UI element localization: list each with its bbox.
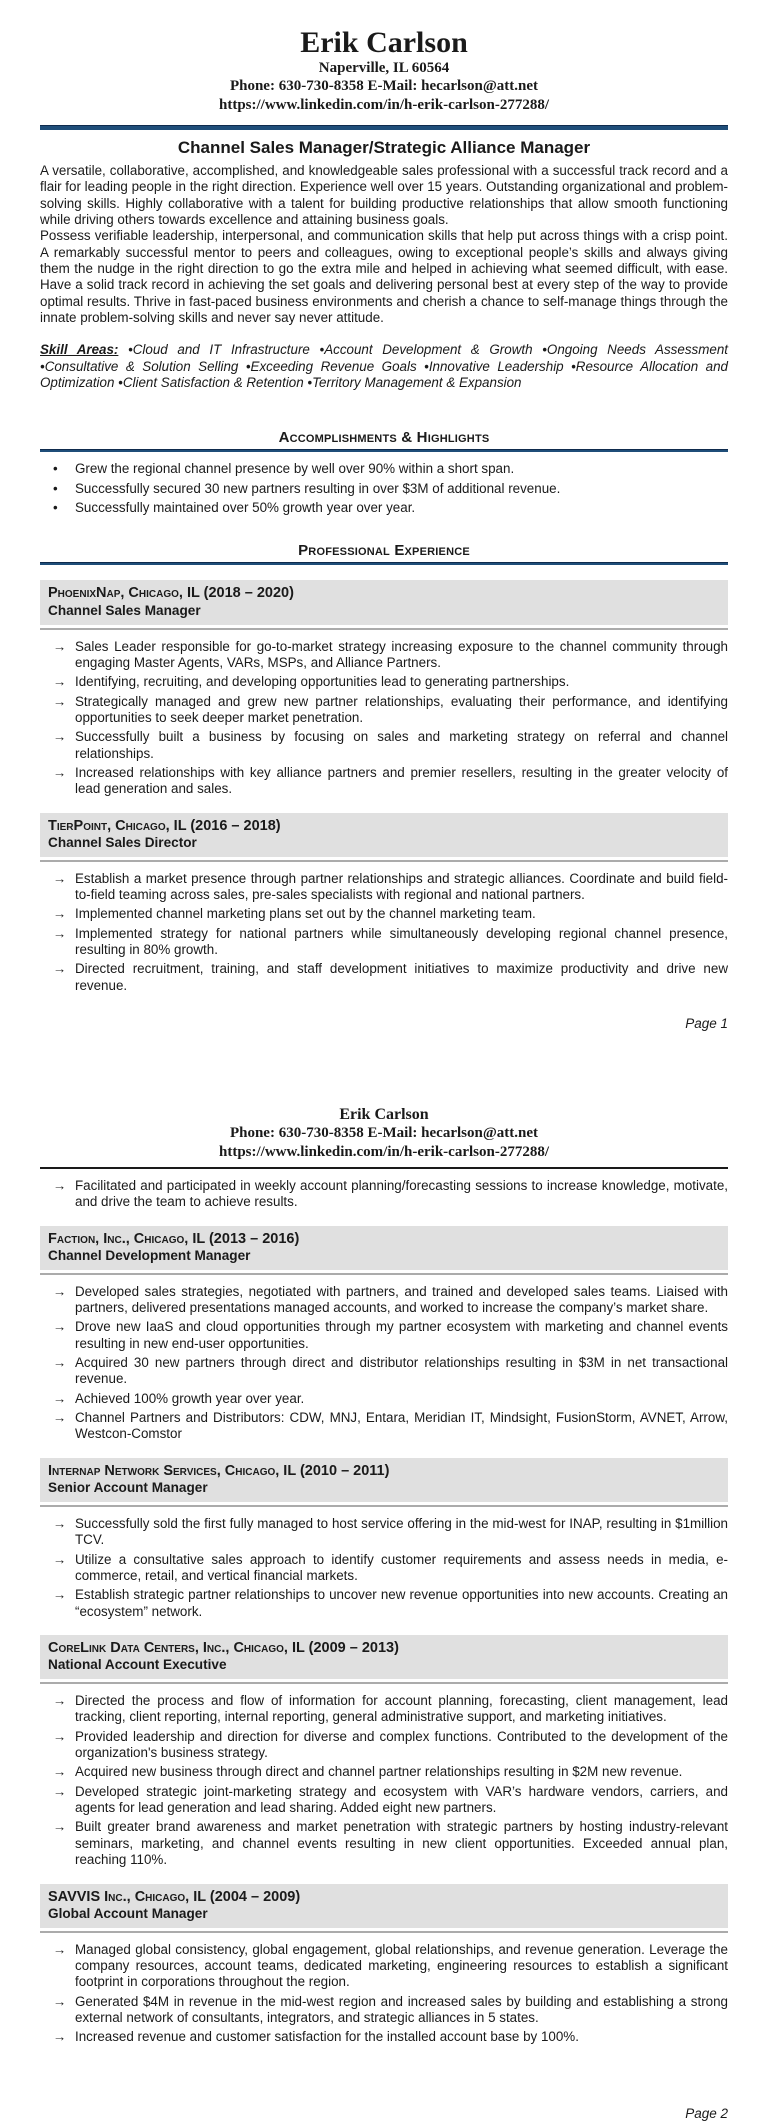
list-item (40, 1942, 728, 1991)
job-header (40, 813, 728, 857)
bullet-text: Establish strategic partner relationships to uncover new revenue opportunities into new accounts. Creating an “ecosystem” network. (75, 1587, 728, 1619)
arrow-bullet-marker: → (53, 1783, 67, 1799)
arrow-bullet-marker: → (53, 638, 67, 654)
summary-paragraph: A versatile, collaborative, accomplished, and knowledgeable sales professional with a successful track record and a flair for leading people in the right direction. Experience well over 15 years. Outstanding organizational and problem-solving skills. Highly collaborative with a talent for building productive relationships that allow smooth functioning while driving others towards excellence and attaining business goals. (40, 162, 728, 227)
job-header-rule (40, 1273, 728, 1275)
bullet-text: Utilize a consultative sales approach to identify customer requirements and assess needs in media, e-commerce, retail, and vertical financial markets. (75, 1551, 728, 1583)
list-item (40, 1552, 728, 1585)
arrow-bullet-marker: → (53, 1177, 67, 1193)
bullet-text: Implemented strategy for national partners while simultaneously developing regional channel presence, resulting in 80% growth. (75, 925, 728, 958)
job-header (40, 580, 728, 624)
bullet-text: Managed global consistency, global engagement, global relationships, and revenue generation. Leverage the company resources, account teams, dedicated marketing, engineering resources to establish a significant footprint in corporations throughout the region. (75, 1941, 728, 1990)
bullet-text: Strategically managed and grew new partner relationships, evaluating their performance, and identifying opportunities to seek deeper market penetration. (75, 693, 728, 725)
list-item (40, 1587, 728, 1620)
list-item (40, 674, 728, 690)
list-item (40, 500, 728, 516)
dot-bullet-marker: • (53, 480, 58, 496)
bullet-text: Directed the process and flow of information for account planning, forecasting, client management, lead tracking, client reporting, internal reporting, general administrative support, and marketing initiatives. (75, 1693, 728, 1725)
skill-areas-list: •Cloud and IT Infrastructure •Account Development & Growth •Ongoing Needs Assessment •Consultative & Solution Selling •Exceeding Revenue Goals •Innovative Leadership •Resource Allocation and Optimization •Client Satisfaction & Retention •Territory Management & Expansion (40, 342, 728, 391)
bullet-text: Increased relationships with key alliance partners and premier resellers, resulting in the greater velocity of lead generation and sales. (75, 764, 728, 797)
bullet-text: Grew the regional channel presence by well over 90% within a short span. (75, 461, 515, 477)
job-entry-faction (40, 1226, 728, 1443)
candidate-contact: Phone: 630-730-8358 E-Mail: hecarlson@att.net (229, 78, 539, 95)
list-item (40, 729, 728, 762)
bullet-text: Achieved 100% growth year over year. (75, 1390, 305, 1406)
job-entry-corelink (40, 1635, 728, 1869)
list-item (40, 1994, 728, 2027)
job-title: Channel Sales Director (48, 834, 197, 850)
list-item (40, 1284, 728, 1317)
bullet-text: Identifying, recruiting, and developing opportunities lead to generating partnerships. (75, 674, 570, 690)
job-title: National Account Executive (48, 1657, 227, 1673)
arrow-bullet-marker: → (53, 1587, 67, 1603)
arrow-bullet-marker: → (53, 1941, 67, 1957)
arrow-bullet-marker: → (53, 1515, 67, 1531)
list-item (40, 1516, 728, 1549)
bullet-text: Establish a market presence through partner relationships and strategic alliances. Coordinate and build field-to-field teaming across sales, pre-sales specialists with regional and national partners. (75, 870, 728, 903)
skill-areas (40, 342, 728, 391)
section-rule (40, 449, 728, 452)
job-title: Channel Development Manager (48, 1247, 251, 1263)
list-item (40, 926, 728, 959)
bullet-text: Developed strategic joint-marketing strategy and ecosystem with VAR’s hardware vendors, carriers, and agents for lead generation and lead sharing. Added eight new partners. (75, 1783, 728, 1816)
list-item (40, 1819, 728, 1868)
bullet-text: Acquired 30 new partners through direct and distributor relationships resulting in $3M in net transactional revenue. (75, 1355, 728, 1387)
arrow-bullet-marker: → (53, 1319, 67, 1335)
section-rule (40, 562, 728, 565)
candidate-contact: Phone: 630-730-8358 E-Mail: hecarlson@att.net (229, 1125, 539, 1142)
list-item (40, 1391, 728, 1407)
arrow-bullet-marker: → (53, 1355, 67, 1371)
arrow-bullet-marker: → (53, 1764, 67, 1780)
list-item (40, 871, 728, 904)
bullet-text: Implemented channel marketing plans set out by the channel marketing team. (75, 906, 536, 922)
list-item (40, 694, 728, 727)
list-item (40, 1410, 728, 1443)
arrow-bullet-marker: → (53, 961, 67, 977)
arrow-bullet-marker: → (53, 2029, 67, 2045)
arrow-bullet-marker: → (53, 674, 67, 690)
job-bullets (40, 871, 728, 994)
candidate-name: Erik Carlson (339, 1106, 429, 1124)
arrow-bullet-marker: → (53, 1728, 67, 1744)
section-heading-experience: Professional Experience (298, 542, 470, 560)
arrow-bullet-marker: → (53, 764, 67, 780)
header-divider-rule (40, 125, 728, 130)
job-title: Senior Account Manager (48, 1479, 208, 1495)
list-item (40, 481, 728, 497)
list-item (40, 1178, 728, 1211)
list-item (40, 639, 728, 672)
job-bullets (40, 639, 728, 798)
arrow-bullet-marker: → (53, 906, 67, 922)
job-company: SAVVIS Inc., Chicago, IL (2004 – 2009) (48, 1888, 301, 1905)
arrow-bullet-marker: → (53, 1819, 67, 1835)
job-entry-phoenixnap (40, 580, 728, 797)
job-header-rule (40, 1931, 728, 1933)
job-header (40, 1635, 728, 1679)
document-title: Channel Sales Manager/Strategic Alliance Manager (177, 137, 591, 157)
job-header (40, 1458, 728, 1502)
list-item (40, 1784, 728, 1817)
arrow-bullet-marker: → (53, 870, 67, 886)
bullet-text: Sales Leader responsible for go-to-market strategy increasing exposure to the channel community through engaging Master Agents, VARs, MSPs, and Alliance Partners. (75, 638, 728, 670)
candidate-linkedin-url: https://www.linkedin.com/in/h-erik-carlson-277288/ (218, 96, 550, 113)
section-heading-accomplishments: Accomplishments & Highlights (278, 429, 490, 447)
bullet-text: Provided leadership and direction for diverse and complex functions. Contributed to the development of the organization's business strategy. (75, 1728, 728, 1761)
continuation-bullets (40, 1178, 728, 1211)
job-header (40, 1226, 728, 1270)
page-number: Page 2 (685, 2105, 728, 2121)
candidate-name: Erik Carlson (300, 26, 468, 59)
bullet-text: Increased revenue and customer satisfaction for the installed account base by 100%. (75, 2029, 579, 2045)
job-header-rule (40, 860, 728, 862)
page-number: Page 1 (685, 1016, 728, 1032)
job-company: Faction, Inc., Chicago, IL (2013 – 2016) (48, 1230, 300, 1247)
dot-bullet-marker: • (53, 461, 58, 477)
job-title: Channel Sales Manager (48, 602, 201, 618)
list-item (40, 2029, 728, 2045)
bullet-text: Successfully built a business by focusing on sales and marketing strategy on referral and channel relationships. (75, 729, 728, 761)
arrow-bullet-marker: → (53, 1993, 67, 2009)
bullet-text: Successfully maintained over 50% growth year over year. (75, 500, 416, 516)
list-item (40, 1729, 728, 1762)
job-bullets (40, 1516, 728, 1620)
arrow-bullet-marker: → (53, 1390, 67, 1406)
arrow-bullet-marker: → (53, 925, 67, 941)
job-header-rule (40, 628, 728, 630)
job-entry-tierpoint (40, 813, 728, 995)
bullet-text: Facilitated and participated in weekly account planning/forecasting sessions to increase knowledge, motivate, and drive the team to achieve results. (75, 1177, 728, 1210)
bullet-text: Developed sales strategies, negotiated with partners, and trained and developed sales teams. Liaised with partners, delivered presentations managed accounts, and worked to increase the company’s market share. (75, 1283, 728, 1316)
job-entry-internap (40, 1458, 728, 1620)
job-company: CoreLink Data Centers, Inc., Chicago, IL (2009 – 2013) (48, 1639, 399, 1656)
arrow-bullet-marker: → (53, 729, 67, 745)
arrow-bullet-marker: → (53, 693, 67, 709)
header-divider-rule (40, 1167, 728, 1169)
resume-page-2 (0, 1105, 768, 2121)
dot-bullet-marker: • (53, 500, 58, 516)
bullet-text: Acquired new business through direct and channel partner relationships resulting in $2M new revenue. (75, 1764, 683, 1780)
accomplishments-list (40, 461, 728, 516)
bullet-text: Built greater brand awareness and market penetration with strategic partners by hosting industry-relevant seminars, marketing, and channel events resulting in new client opportunities. Exceeded annual plan, reaching 110%. (75, 1819, 728, 1868)
list-item (40, 1693, 728, 1726)
list-item (40, 1764, 728, 1780)
bullet-text: Channel Partners and Distributors: CDW, MNJ, Entara, Meridian IT, Mindsight, FusionStorm, AVNET, Arrow, Westcon-Comstor (75, 1410, 728, 1442)
job-bullets (40, 1693, 728, 1868)
arrow-bullet-marker: → (53, 1693, 67, 1709)
resume-page-1 (0, 26, 768, 1031)
job-header-rule (40, 1682, 728, 1684)
arrow-bullet-marker: → (53, 1283, 67, 1299)
list-item (40, 906, 728, 922)
summary-paragraph: Possess verifiable leadership, interpersonal, and communication skills that help put across things with a crisp point. A remarkably successful mentor to peers and colleagues, owing to exceptional people’s skills and always giving them the nudge in the right direction to go the extra mile and helped in achieving what seemed difficult, with ease. Have a solid track record in achieving the set goals and delivering personal best at every step of the way to provide optimal results. Thrive in fast-paced business environments and cherish a chance to self-manage things through the innate problem-solving skills and never say never attitude. (40, 228, 728, 325)
bullet-text: Drove new IaaS and cloud opportunities through my partner ecosystem with marketing and channel events resulting in new end-user opportunities. (75, 1319, 728, 1351)
job-title: Global Account Manager (48, 1905, 208, 1921)
bullet-text: Directed recruitment, training, and staff development initiatives to maximize productivity and drive new revenue. (75, 961, 728, 993)
job-header-rule (40, 1505, 728, 1507)
skill-areas-label: Skill Areas: (40, 342, 119, 358)
list-item (40, 1355, 728, 1388)
bullet-text: Generated $4M in revenue in the mid-west region and increased sales by building and establishing a strong external network of consultants, integrators, and strategic alliances in 5 states. (75, 1993, 728, 2025)
bullet-text: Successfully secured 30 new partners resulting in over $3M of additional revenue. (75, 480, 561, 496)
list-item (40, 1319, 728, 1352)
candidate-location: Naperville, IL 60564 (318, 60, 450, 76)
list-item (40, 765, 728, 798)
list-item (40, 461, 728, 477)
candidate-linkedin-url: https://www.linkedin.com/in/h-erik-carlson-277288/ (218, 1143, 550, 1160)
job-bullets (40, 1942, 728, 2046)
job-header (40, 1884, 728, 1928)
job-company: TierPoint, Chicago, IL (2016 – 2018) (48, 817, 281, 834)
job-entry-savvis (40, 1884, 728, 2046)
arrow-bullet-marker: → (53, 1551, 67, 1567)
bullet-text: Successfully sold the first fully managed to host service offering in the mid-west for INAP, resulting in $1million TCV. (75, 1515, 728, 1548)
job-company: PhoenixNap, Chicago, IL (2018 – 2020) (48, 585, 294, 602)
job-company: Internap Network Services, Chicago, IL (2010 – 2011) (48, 1462, 390, 1479)
arrow-bullet-marker: → (53, 1410, 67, 1426)
list-item (40, 961, 728, 994)
job-bullets (40, 1284, 728, 1443)
